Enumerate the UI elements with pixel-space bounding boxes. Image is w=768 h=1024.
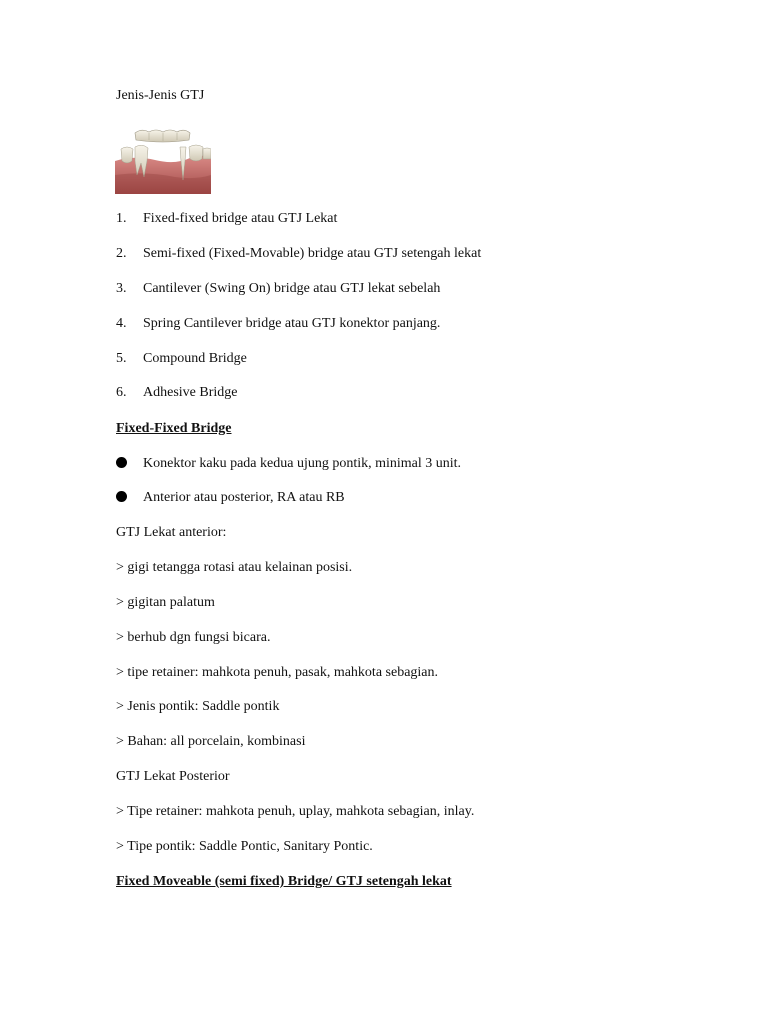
bullet-icon xyxy=(116,491,127,502)
bullet-item xyxy=(116,455,461,473)
list-number: 5. xyxy=(116,351,127,366)
list-text: Fixed-fixed bridge atau GTJ Lekat xyxy=(143,211,338,226)
anterior-item: > berhub dgn fungsi bicara. xyxy=(116,630,271,645)
section-heading-fixed-moveable: Fixed Moveable (semi fixed) Bridge/ GTJ setengah lekat xyxy=(116,874,452,889)
subsection-title-posterior: GTJ Lekat Posterior xyxy=(116,769,230,784)
list-number: 6. xyxy=(116,385,127,400)
section-heading-fixed-fixed: Fixed-Fixed Bridge xyxy=(116,421,232,436)
posterior-item: > Tipe pontik: Saddle Pontic, Sanitary Pontic. xyxy=(116,839,373,854)
anterior-item: > gigi tetangga rotasi atau kelainan posisi. xyxy=(116,560,353,575)
list-item-type-1 xyxy=(116,210,337,228)
dental-bridge-svg xyxy=(115,125,211,194)
list-item-type-2 xyxy=(116,245,481,263)
bullet-icon xyxy=(116,457,127,468)
bullet-item xyxy=(116,489,345,507)
list-text: Adhesive Bridge xyxy=(143,385,238,400)
bullet-text: Konektor kaku pada kedua ujung pontik, minimal 3 unit. xyxy=(143,456,462,471)
list-text: Spring Cantilever bridge atau GTJ konektor panjang. xyxy=(143,316,441,331)
list-number: 2. xyxy=(116,246,127,261)
bullet-text: Anterior atau posterior, RA atau RB xyxy=(143,490,345,505)
posterior-item: > Tipe retainer: mahkota penuh, uplay, mahkota sebagian, inlay. xyxy=(116,804,475,819)
anterior-item: > tipe retainer: mahkota penuh, pasak, mahkota sebagian. xyxy=(116,665,439,680)
list-number: 4. xyxy=(116,316,127,331)
dental-bridge-illustration-icon xyxy=(115,125,211,194)
anterior-item: > Jenis pontik: Saddle pontik xyxy=(116,699,280,714)
list-item-type-6 xyxy=(116,384,237,402)
subsection-title-anterior: GTJ Lekat anterior: xyxy=(116,525,227,540)
list-number: 3. xyxy=(116,281,127,296)
list-text: Compound Bridge xyxy=(143,351,247,366)
anterior-item: > gigitan palatum xyxy=(116,595,215,610)
anterior-item: > Bahan: all porcelain, kombinasi xyxy=(116,734,306,749)
list-item-type-3 xyxy=(116,280,440,298)
list-item-type-5 xyxy=(116,350,247,368)
list-number: 1. xyxy=(116,211,127,226)
list-text: Cantilever (Swing On) bridge atau GTJ lekat sebelah xyxy=(143,281,441,296)
list-item-type-4 xyxy=(116,315,440,333)
list-text: Semi-fixed (Fixed-Movable) bridge atau GTJ setengah lekat xyxy=(143,246,482,261)
document-title: Jenis-Jenis GTJ xyxy=(116,88,205,103)
